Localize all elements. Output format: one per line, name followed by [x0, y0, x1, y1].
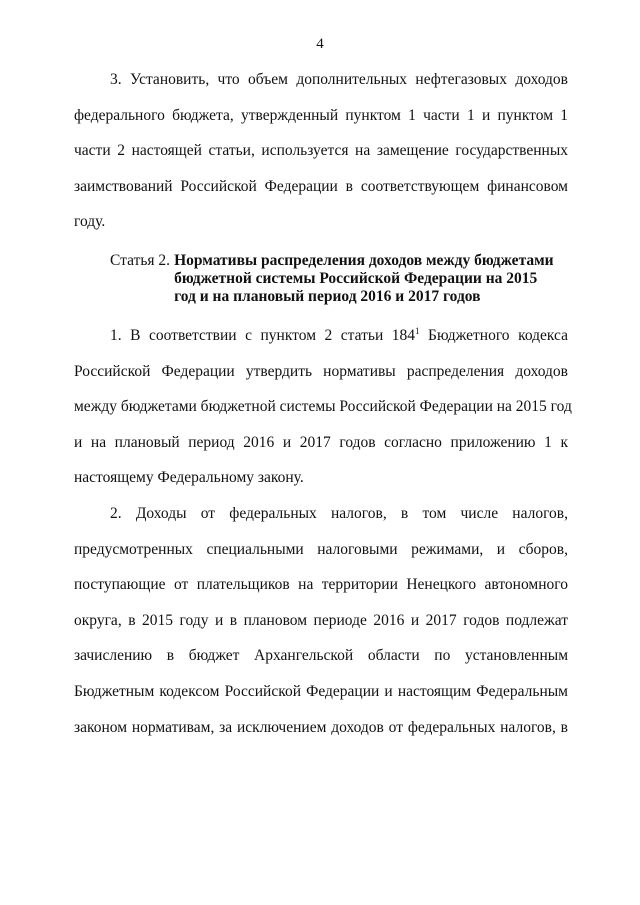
text-line: Российской Федерации утвердить нормативы распределения доходов: [74, 362, 568, 380]
article-title-line: Нормативы распределения доходов между бюджетами: [174, 251, 554, 269]
text-line: между бюджетами бюджетной системы Российской Федерации на 2015 год: [74, 398, 572, 416]
text-line: 2. Доходы от федеральных налогов, в том числе налогов,: [110, 504, 568, 522]
text-line: части 2 настоящей статьи, используется на замещение государственных: [74, 142, 568, 160]
page-number: 4: [316, 36, 324, 52]
text-line: федерального бюджета, утвержденный пунктом 1 части 1 и пунктом 1: [74, 106, 568, 124]
text-line: поступающие от плательщиков на территории Ненецкого автономного: [74, 576, 568, 594]
text-line: году.: [74, 213, 106, 231]
article-label: Статья 2.: [110, 251, 171, 269]
text-line: предусмотренных специальными налоговыми режимами, и сборов,: [74, 540, 568, 558]
text-line: зачислению в бюджет Архангельской области по установленным: [74, 647, 568, 665]
text-line: [74, 318, 568, 354]
text-line: 3. Установить, что объем дополнительных нефтегазовых доходов: [110, 71, 568, 88]
article-2-paragraph-2: [74, 496, 568, 745]
article-2-paragraph-1: [74, 318, 572, 496]
article-title-line: бюджетной системы Российской Федерации на 2015: [174, 269, 538, 287]
text-fragment: 1. В соответствии с пунктом 2 статьи 184: [110, 326, 416, 344]
text-line: настоящему Федеральному закону.: [74, 469, 304, 487]
text-line: заимствований Российской Федерации в соответствующем финансовом: [74, 177, 568, 195]
text-line: округа, в 2015 году и в плановом периоде 2016 и 2017 годов подлежат: [74, 611, 568, 629]
article-title: [174, 252, 554, 306]
text-line: и на плановый период 2016 и 2017 годов согласно приложению 1 к: [74, 433, 568, 451]
document-body: [74, 62, 572, 745]
article-2-heading: [74, 252, 568, 306]
text-fragment: Бюджетного кодекса: [419, 326, 568, 344]
text-line: законом нормативам, за исключением доходов от федеральных налогов, в: [74, 718, 568, 736]
article-title-line: год и на плановый период 2016 и 2017 годов: [174, 287, 481, 305]
paragraph-3: [74, 62, 568, 240]
footnote-superscript: 1: [415, 325, 420, 336]
text-line: Бюджетным кодексом Российской Федерации и настоящим Федеральным: [74, 682, 568, 700]
